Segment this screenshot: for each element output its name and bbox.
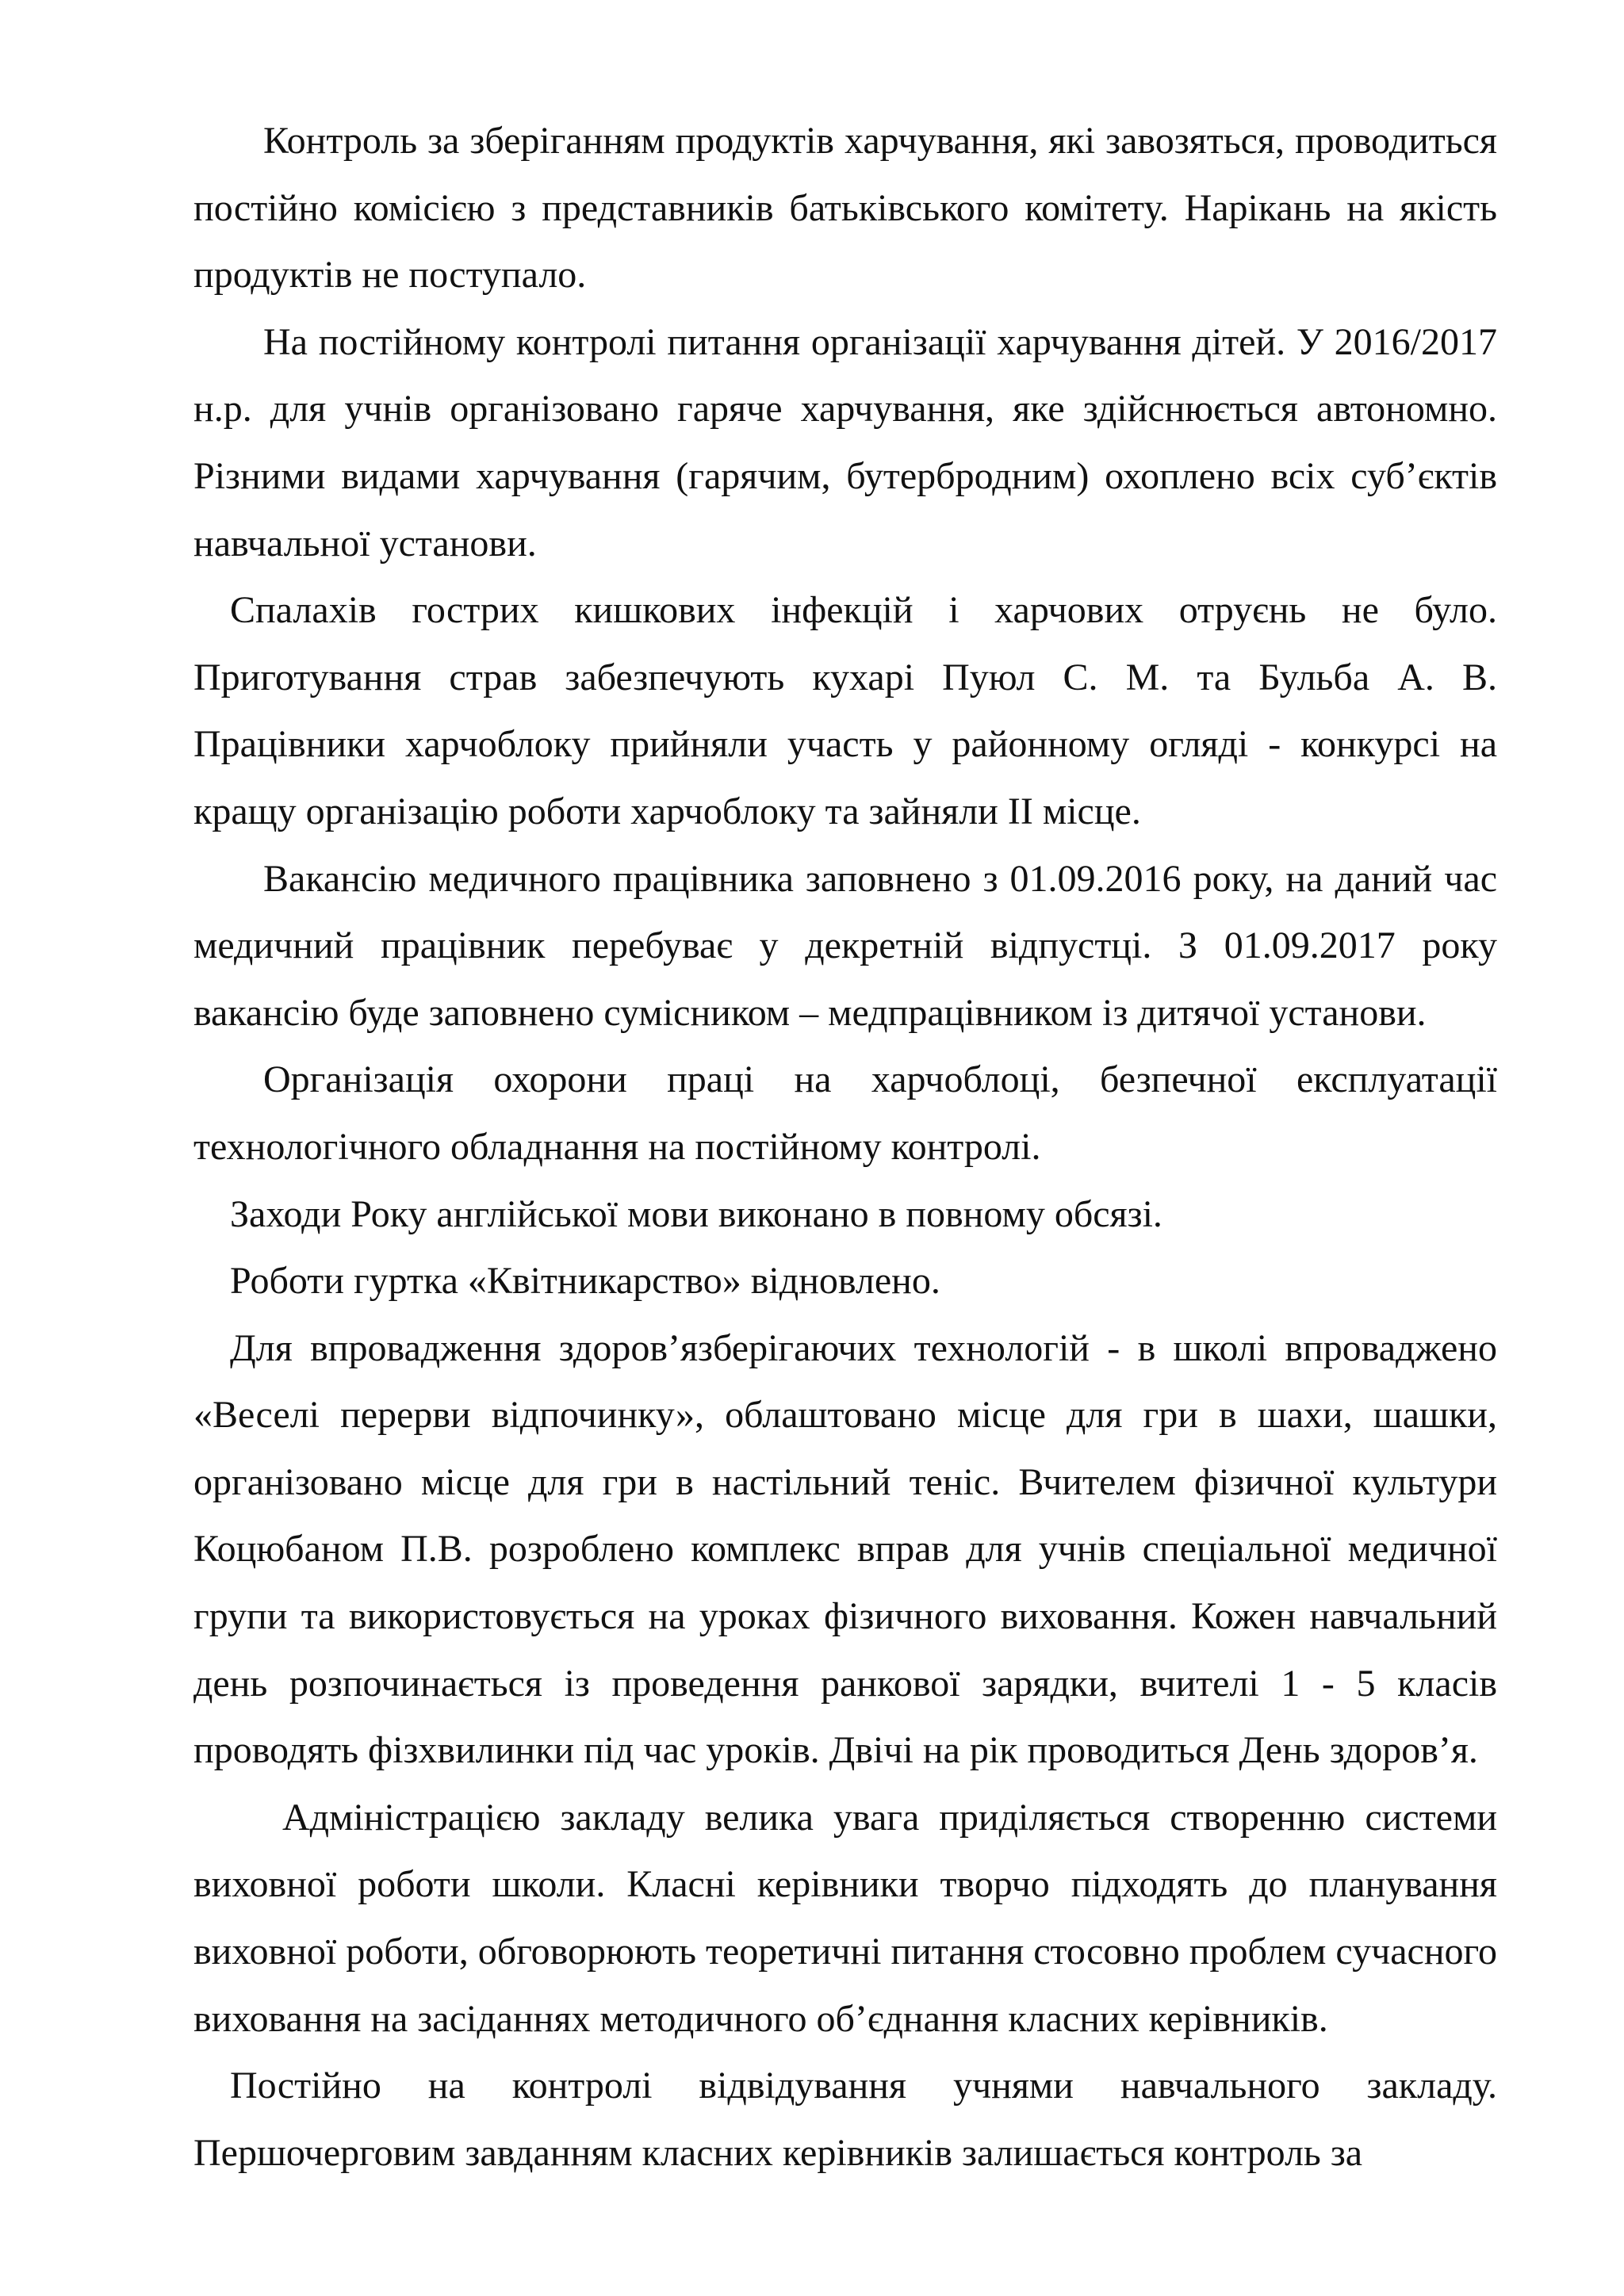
paragraph-flower-club: Роботи гуртка «Квітникарство» відновлено. (230, 1260, 940, 1303)
document-body (193, 108, 1497, 2187)
paragraph-health-technologies: Для впровадження здоров’язберігаючих технологій - в школі впроваджено «Веселі перерви відпочинку», облаштовано місце для гри в шахи, шашки, організовано місце для гри в настільний теніс. Вчителем фізичної культури Коцюбаном П.В. розроблено комплекс вправ для учнів спеціальної медичної групи та використовується на уроках фізичного виховання. Кожен навчальний день розпочинається із проведення ранкової зарядки, вчителі 1 - 5 класів проводять фізхвилинки під час уроків. Двічі на рік проводиться День здоров’я. (193, 1326, 1497, 1772)
paragraph-medical-worker: Вакансію медичного працівника заповнено з 01.09.2016 року, на даний час медичний працівник перебуває у декретній відпустці. З 01.09.2017 року вакансію буде заповнено сумісником – медпрацівником із дитячої установи. (193, 857, 1497, 1034)
paragraph-hot-meals: На постійному контролі питання організації харчування дітей. У 2016/2017 н.р. для учнів організовано гаряче харчування, яке здійснюється автономно. Різними видами харчування (гарячим, бутербродним) охоплено всіх суб’єктів навчальної установи. (193, 320, 1497, 564)
paragraph-food-storage-control: Контроль за зберіганням продуктів харчування, які завозяться, проводиться постійно комісією з представників батьківського комітету. Нарікань на якість продуктів не поступало. (193, 120, 1497, 297)
paragraph-labor-protection: Організація охорони праці на харчоблоці, безпечної експлуатації технологічного обладнання на постійному контролі. (193, 1058, 1497, 1168)
paragraph-no-outbreaks: Спалахів гострих кишкових інфекцій і харчових отруєнь не було. Приготування страв забезпечують кухарі Пуюл С. М. та Бульба А. В. Працівники харчоблоку прийняли участь у районному огляді - конкурсі на кращу організацію роботи харчоблоку та зайняли ІІ місце. (193, 589, 1497, 832)
paragraph-attendance-control: Постійно на контролі відвідування учнями навчального закладу. Першочерговим завданням класних керівників залишається контроль за (193, 2064, 1497, 2174)
paragraph-educational-work: Адміністрацією закладу велика увага приділяється створенню системи виховної роботи школи. Класні керівники творчо підходять до планування виховної роботи, обговорюють теоретичні питання стосовно проблем сучасного виховання на засіданнях методичного об’єднання класних керівників. (193, 1796, 1497, 2040)
paragraph-english-year: Заходи Року англійської мови виконано в повному обсязі. (230, 1192, 1162, 1235)
